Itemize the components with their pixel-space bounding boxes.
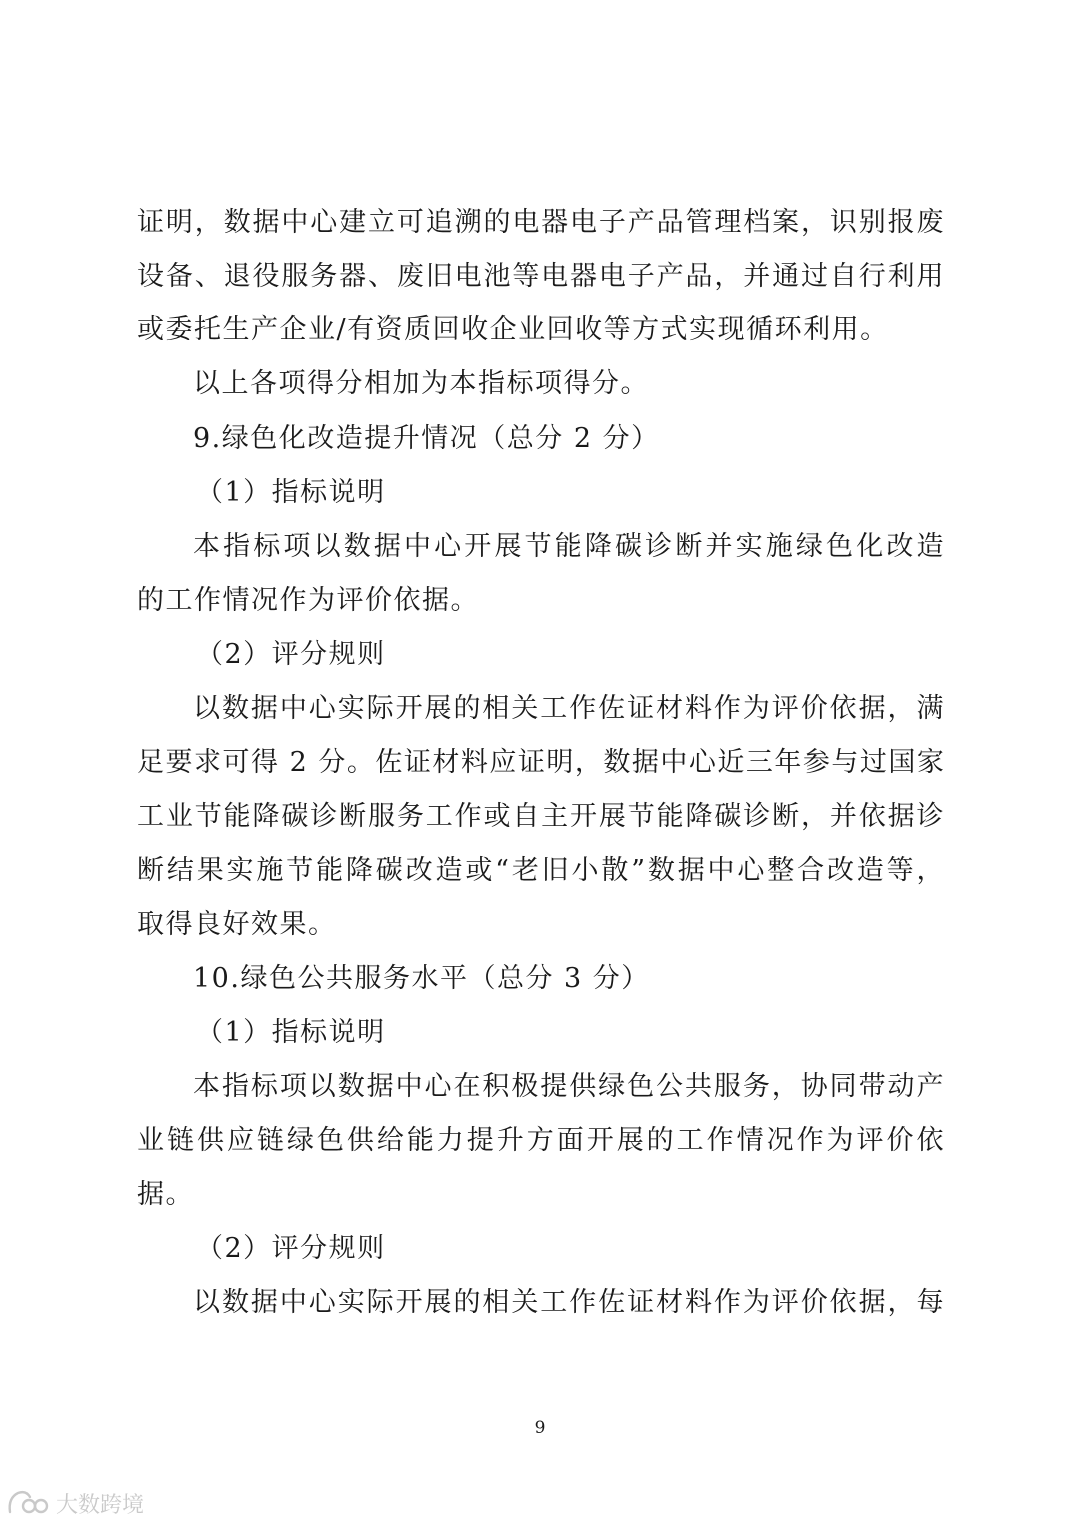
watermark (6, 1486, 144, 1520)
paragraph-line: 足要求可得 2 分。佐证材料应证明，数据中心近三年参与过国家 (137, 747, 946, 778)
paragraph-line: 取得良好效果。 (137, 909, 337, 940)
paragraph-line: 断结果实施节能降碳改造或“老旧小散”数据中心整合改造等， (137, 855, 945, 886)
page-number: 9 (534, 1418, 546, 1438)
paragraph-line: 工业节能降碳诊断服务工作或自主开展节能降碳诊断，并依据诊 (137, 801, 945, 832)
brand-logo-icon (6, 1488, 50, 1518)
subsection-heading: （1）指标说明 (196, 1017, 386, 1048)
paragraph-line: 设备、退役服务器、废旧电池等电器电子产品，并通过自行利用 (137, 261, 945, 292)
paragraph-line: 据。 (137, 1179, 194, 1210)
paragraph-line: 本指标项以数据中心开展节能降碳诊断并实施绿色化改造 (193, 531, 945, 562)
section-heading: 10.绿色公共服务水平（总分 3 分） (193, 963, 650, 994)
paragraph-line: 业链供应链绿色供给能力提升方面开展的工作情况作为评价依 (137, 1125, 945, 1156)
paragraph-line: 证明，数据中心建立可追溯的电器电子产品管理档案，识别报废 (137, 207, 945, 238)
paragraph-line: 本指标项以数据中心在积极提供绿色公共服务，协同带动产 (193, 1071, 945, 1102)
subsection-heading: （2）评分规则 (196, 639, 386, 670)
paragraph-line: 以上各项得分相加为本指标项得分。 (193, 368, 649, 399)
subsection-heading: （2）评分规则 (196, 1233, 386, 1264)
paragraph-line: 以数据中心实际开展的相关工作佐证材料作为评价依据，每 (193, 1287, 945, 1318)
section-heading: 9.绿色化改造提升情况（总分 2 分） (193, 423, 660, 454)
watermark-text: 大数跨境 (56, 1492, 145, 1518)
subsection-heading: （1）指标说明 (196, 477, 386, 508)
paragraph-line: 或委托生产企业/有资质回收企业回收等方式实现循环利用。 (137, 314, 889, 345)
paragraph-line: 的工作情况作为评价依据。 (137, 585, 479, 616)
paragraph-line: 以数据中心实际开展的相关工作佐证材料作为评价依据，满 (193, 693, 945, 724)
